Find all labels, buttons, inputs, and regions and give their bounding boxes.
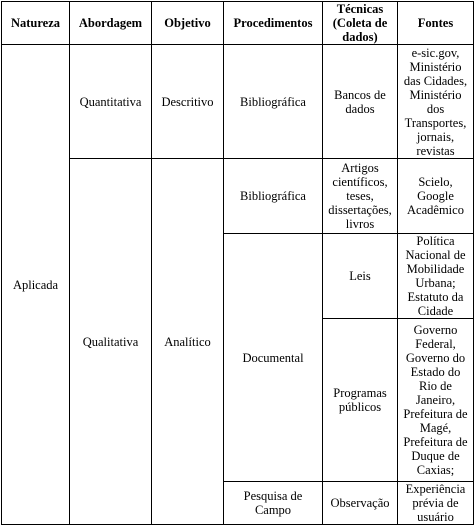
header-fontes: Fontes: [398, 2, 474, 45]
table-row: [2, 45, 474, 159]
table-header-row: [2, 2, 474, 45]
table-row: [2, 159, 474, 234]
methodology-table: [1, 1, 474, 525]
header-abordagem: Abordagem: [70, 2, 152, 45]
cell-fontes-esic: e-sic.gov, Ministério das Cidades, Ministério dos Transportes, jornais, revistas: [398, 45, 474, 159]
header-procedimentos: Procedimentos: [224, 2, 323, 45]
cell-fontes-scielo: Scielo, Google Acadêmico: [398, 159, 474, 234]
cell-procedimento-bibliografica-2: Bibliográfica: [224, 159, 323, 234]
cell-tecnica-observacao: Observação: [323, 482, 398, 525]
cell-procedimento-documental: Documental: [224, 234, 323, 482]
cell-tecnica-bancos-de-dados: Bancos de dados: [323, 45, 398, 159]
cell-tecnica-artigos: Artigos científicos, teses, dissertações, livros: [323, 159, 398, 234]
cell-procedimento-pesquisa-de-campo: Pesquisa de Campo: [224, 482, 323, 525]
cell-fontes-politica: Política Nacional de Mobilidade Urbana; Estatuto da Cidade: [398, 234, 474, 319]
cell-abordagem-quantitativa: Quantitativa: [70, 45, 152, 159]
cell-procedimento-bibliografica-1: Bibliográfica: [224, 45, 323, 159]
cell-objetivo-analitico: Analítico: [152, 159, 224, 525]
cell-fontes-experiencia: Experiência prévia de usuário: [398, 482, 474, 525]
cell-tecnica-programas: Programas públicos: [323, 319, 398, 482]
header-natureza: Natureza: [2, 2, 70, 45]
cell-abordagem-qualitativa: Qualitativa: [70, 159, 152, 525]
cell-fontes-governo: Governo Federal, Governo do Estado do Rio de Janeiro, Prefeitura de Magé, Prefeitura de Duque de Caxias;: [398, 319, 474, 482]
header-objetivo: Objetivo: [152, 2, 224, 45]
cell-tecnica-leis: Leis: [323, 234, 398, 319]
header-tecnicas: Técnicas (Coleta de dados): [323, 2, 398, 45]
cell-natureza: Aplicada: [2, 45, 70, 525]
cell-objetivo-descritivo: Descritivo: [152, 45, 224, 159]
